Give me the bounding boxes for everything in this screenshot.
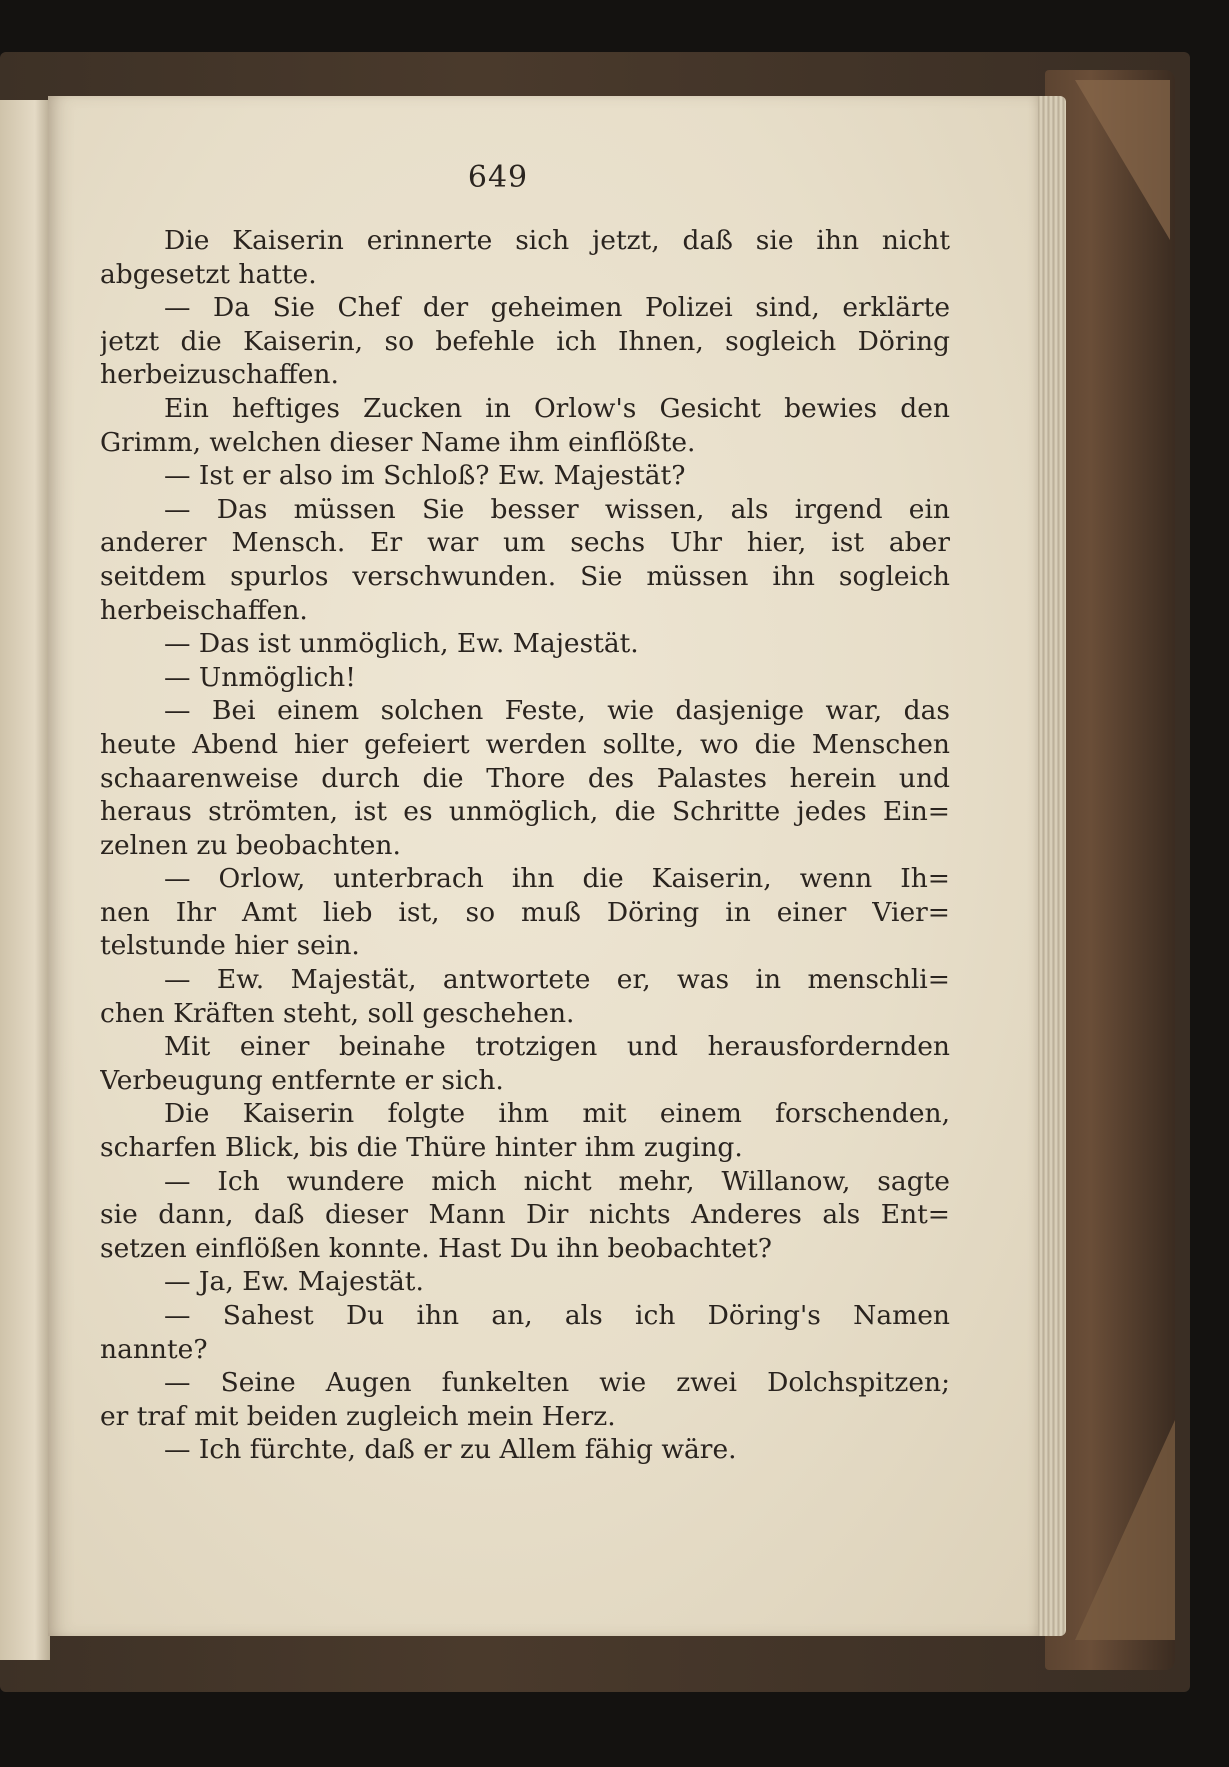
text-line: scharfen Blick, bis die Thüre hinter ihm zuging.: [100, 1132, 743, 1164]
text-line: — Unmöglich!: [164, 661, 356, 693]
text-line: Mit einer beinahe trotzigen und herausfordernden: [164, 1031, 950, 1063]
text-line: er traf mit beiden zugleich mein Herz.: [100, 1400, 616, 1432]
text-line: telstunde hier sein.: [100, 930, 360, 962]
text-line: zelnen zu beobachten.: [100, 829, 401, 861]
text-line: — Sahest Du ihn an, als ich Döring's Namen: [164, 1300, 950, 1331]
text-line: Verbeugung entfernte er sich.: [100, 1064, 504, 1096]
text-line: sie dann, daß dieser Mann Dir nichts Anderes als Ent=: [100, 1199, 950, 1231]
text-line: — Ist er also im Schloß? Ew. Majestät?: [164, 460, 686, 492]
text-line: — Da Sie Chef der geheimen Polizei sind, erklärte: [164, 292, 950, 324]
book-page: [48, 96, 1038, 1636]
text-line: abgesetzt hatte.: [100, 258, 317, 290]
text-line: nen Ihr Amt lieb ist, so muß Döring in einer Vier=: [100, 896, 950, 928]
text-line: herbeischaffen.: [100, 594, 308, 626]
text-line: heraus strömten, ist es unmöglich, die Schritte jedes Ein=: [100, 796, 950, 828]
text-line: Die Kaiserin erinnerte sich jetzt, daß sie ihn nicht: [164, 225, 950, 256]
text-line: heute Abend hier gefeiert werden sollte, wo die Menschen: [100, 728, 950, 760]
text-line: — Bei einem solchen Feste, wie dasjenige war, das: [164, 695, 950, 727]
page-number: 649: [467, 160, 529, 195]
text-line: Grimm, welchen dieser Name ihm einflößte.: [100, 426, 696, 458]
text-line: schaarenweise durch die Thore des Palastes herein und: [100, 762, 950, 794]
text-line: nannte?: [100, 1333, 208, 1365]
text-line: — Seine Augen funkelten wie zwei Dolchspitzen;: [164, 1367, 950, 1399]
text-line: chen Kräften steht, soll geschehen.: [100, 997, 575, 1029]
text-line: anderer Mensch. Er war um sechs Uhr hier, ist aber: [100, 527, 950, 559]
text-line: jetzt die Kaiserin, so befehle ich Ihnen, sogleich Döring: [100, 325, 950, 357]
text-line: — Das müssen Sie besser wissen, als irgend ein: [164, 493, 950, 525]
page-text: [100, 224, 950, 1467]
text-line: herbeizuschaffen.: [100, 359, 339, 391]
text-line: — Ja, Ew. Majestät.: [164, 1266, 424, 1298]
text-line: Die Kaiserin folgte ihm mit einem forschenden,: [164, 1098, 950, 1130]
left-page-edge: [0, 100, 50, 1660]
text-line: — Ich fürchte, daß er zu Allem fähig wäre.: [164, 1434, 737, 1466]
text-line: — Ew. Majestät, antwortete er, was in menschli=: [164, 964, 950, 996]
text-line: seitdem spurlos verschwunden. Sie müssen ihn sogleich: [100, 560, 950, 592]
text-line: — Orlow, unterbrach ihn die Kaiserin, wenn Ih=: [164, 863, 950, 895]
text-line: — Das ist unmöglich, Ew. Majestät.: [164, 628, 639, 660]
text-line: Ein heftiges Zucken in Orlow's Gesicht bewies den: [164, 392, 950, 424]
text-line: — Ich wundere mich nicht mehr, Willanow, sagte: [164, 1165, 950, 1197]
text-line: setzen einflößen konnte. Hast Du ihn beobachtet?: [100, 1232, 772, 1264]
